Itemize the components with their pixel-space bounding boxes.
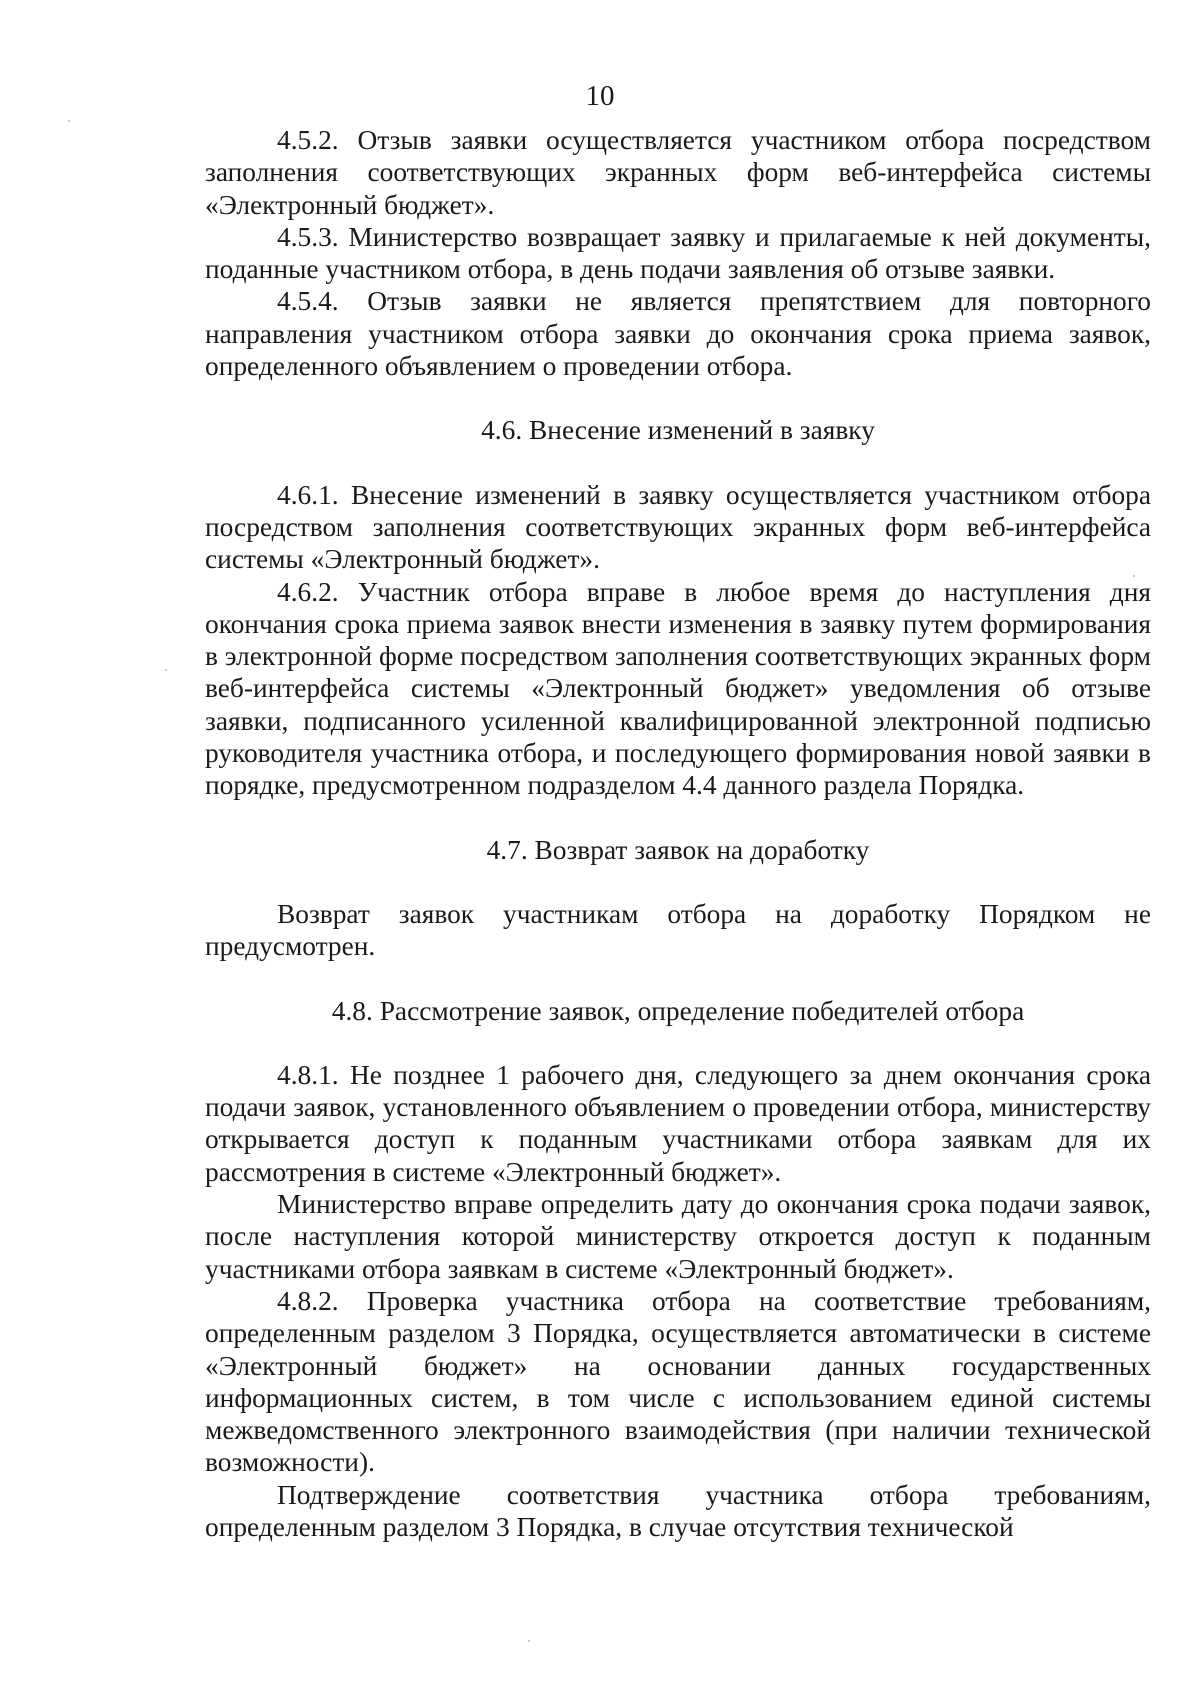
paragraph-4-7: Возврат заявок участникам отбора на доработку Порядком не предусмотрен. <box>205 898 1151 962</box>
paragraph-4-5-3: 4.5.3. Министерство возвращает заявку и прилагаемые к ней документы, поданные участником отбора, в день подачи заявления об отзыве заявки. <box>205 221 1151 285</box>
paragraph-4-5-4: 4.5.4. Отзыв заявки не является препятствием для повторного направления участником отбора заявки до окончания срока приема заявок, определенного объявлением о проведении отбора. <box>205 286 1151 382</box>
paragraph-4-8-1-continued: Министерство вправе определить дату до окончания срока подачи заявок, после наступления которой министерству откроется доступ к поданным участниками отбора заявкам в системе «Электронный бюджет». <box>205 1189 1151 1284</box>
paragraph-4-6-1: 4.6.1. Внесение изменений в заявку осуществляется участником отбора посредством заполнения соответствующих экранных форм веб-интерфейса системы «Электронный бюджет». <box>205 479 1151 575</box>
paragraph-4-5-2: 4.5.2. Отзыв заявки осуществляется участником отбора посредством заполнения соответствующих экранных форм веб-интерфейса системы «Электронный бюджет». <box>205 125 1151 220</box>
section-heading-4-8: 4.8. Рассмотрение заявок, определение победителей отбора <box>331 995 1025 1026</box>
paragraph-4-6-2: 4.6.2. Участник отбора вправе в любое время до наступления дня окончания срока приема заявок внести изменения в заявку путем формирования в электронной форме посредством заполнения соответствующих экранных форм веб-интерфейса системы «Электронный бюджет» уведомления об отзыве заявки, подписанного усиленной квалифицированной электронной подписью руководителя участника отбора, и последующего формирования новой заявки в порядке, предусмотренном подразделом 4.4 данного раздела Порядка. <box>205 576 1151 801</box>
paragraph-4-8-1: 4.8.1. Не позднее 1 рабочего дня, следующего за днем окончания срока подачи заявок, установленного объявлением о проведении отбора, министерству открывается доступ к поданным участниками отбора заявкам для их рассмотрения в системе «Электронный бюджет». <box>205 1059 1151 1187</box>
scan-speck <box>1133 575 1135 577</box>
scan-speck <box>528 1640 530 1642</box>
section-heading-4-7: 4.7. Возврат заявок на доработку <box>486 834 870 865</box>
section-heading-4-6: 4.6. Внесение изменений в заявку <box>481 415 875 446</box>
scan-speck <box>165 669 167 671</box>
document-body <box>205 124 1151 1543</box>
scan-speck <box>68 120 70 122</box>
paragraph-4-8-2-continued: Подтверждение соответствия участника отбора требованиям, определенным разделом 3 Порядка, в случае отсутствия технической <box>205 1479 1151 1542</box>
page-number: 10 <box>585 80 615 112</box>
paragraph-4-8-2: 4.8.2. Проверка участника отбора на соответствие требованиям, определенным разделом 3 Порядка, осуществляется автоматически в системе «Электронный бюджет» на основании данных государственных информационных систем, в том числе с использованием единой системы межведомственного электронного взаимодействия (при наличии технической возможности). <box>205 1285 1151 1478</box>
